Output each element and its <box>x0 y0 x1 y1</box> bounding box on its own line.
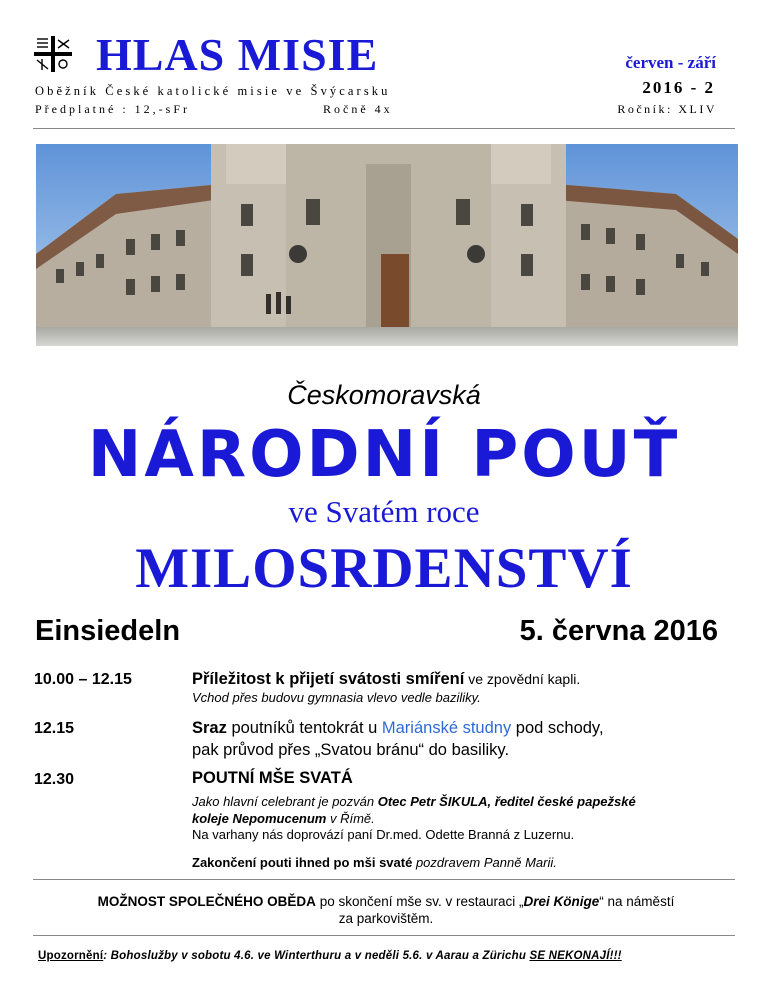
schedule-text: pod schody, <box>511 719 604 737</box>
college-name: koleje Nepomucenum <box>192 811 327 826</box>
divider <box>33 935 735 936</box>
main-heading: NÁRODNÍ POUŤ <box>87 418 681 492</box>
schedule-title-tail: ve zpovědní kapli. <box>464 671 581 687</box>
holy-year-heading: ve Svatém roce <box>288 494 480 529</box>
region-heading: Českomoravská <box>287 380 481 410</box>
subscription-price: Předplatné : 12,-sFr <box>35 102 190 116</box>
schedule-lead: Sraz <box>192 719 227 737</box>
schedule-text: poutníků tentokrát u <box>226 719 382 737</box>
notice-label: Upozornění <box>38 950 104 962</box>
schedule-item <box>192 717 604 761</box>
divider <box>33 879 735 880</box>
organ-note: Na varhany nás doprovází paní Dr.med. Odette Branná z Luzernu. <box>192 827 575 842</box>
closing-tail: pozdravem Panně Marii. <box>412 855 557 870</box>
notice-end: SE NEKONAJÍ!!! <box>529 950 622 962</box>
event-place: Einsiedeln <box>35 615 181 647</box>
issue-months: červen - září <box>625 53 716 72</box>
lunch-notice <box>34 893 738 927</box>
lunch-line2: za parkovištěm. <box>338 911 434 926</box>
closing-bold: Zakončení pouti ihned po mši svaté <box>192 855 413 870</box>
schedule-line2: pak průvod přes „Svatou bránu“ do basiliky. <box>192 741 510 759</box>
schedule-title: Příležitost k přijetí svátosti smíření <box>192 670 465 688</box>
meeting-point: Mariánské studny <box>381 719 512 737</box>
restaurant-name: Drei Könige <box>523 894 600 909</box>
mercy-heading: MILOSRDENSTVÍ <box>135 537 633 600</box>
mission-cross-logo <box>34 36 72 72</box>
issue-number: 2016 - 2 <box>642 78 715 97</box>
schedule-item <box>192 670 580 689</box>
schedule-title: POUTNÍ MŠE SVATÁ <box>192 769 353 787</box>
issue-frequency: Ročně 4x <box>323 102 393 116</box>
note-text: v Římě. <box>326 811 375 826</box>
lunch-text: “ na náměstí <box>599 894 675 909</box>
celebrant-note <box>192 793 636 827</box>
masthead-subtitle: Oběžník České katolické misie ve Švýcarsku <box>35 84 391 98</box>
masthead-title: HLAS MISIE <box>96 29 379 80</box>
celebrant-name: Otec Petr ŠIKULA, ředitel české papežské <box>377 794 636 809</box>
lunch-text: po skončení mše sv. v restauraci „ <box>315 894 524 909</box>
header-divider <box>33 128 735 129</box>
event-date: 5. června 2016 <box>519 615 718 647</box>
schedule-note: Vchod přes budovu gymnasia vlevo vedle baziliky. <box>192 690 481 705</box>
schedule-time: 12.15 <box>34 720 75 737</box>
closing-note <box>192 855 557 870</box>
issue-volume: Ročník: XLIV <box>617 102 717 116</box>
notice-text: : Bohoslužby v sobotu 4.6. ve Winterthuru a v neděli 5.6. v Aarau a Zürichu <box>103 950 530 962</box>
schedule-time: 10.00 – 12.15 <box>34 671 132 688</box>
service-notice <box>38 950 622 962</box>
abbey-photo <box>36 144 738 346</box>
lunch-bold: MOŽNOST SPOLEČNÉHO OBĚDA <box>97 894 316 909</box>
schedule-time: 12.30 <box>34 771 75 788</box>
note-text: Jako hlavní celebrant je pozván <box>192 794 378 809</box>
